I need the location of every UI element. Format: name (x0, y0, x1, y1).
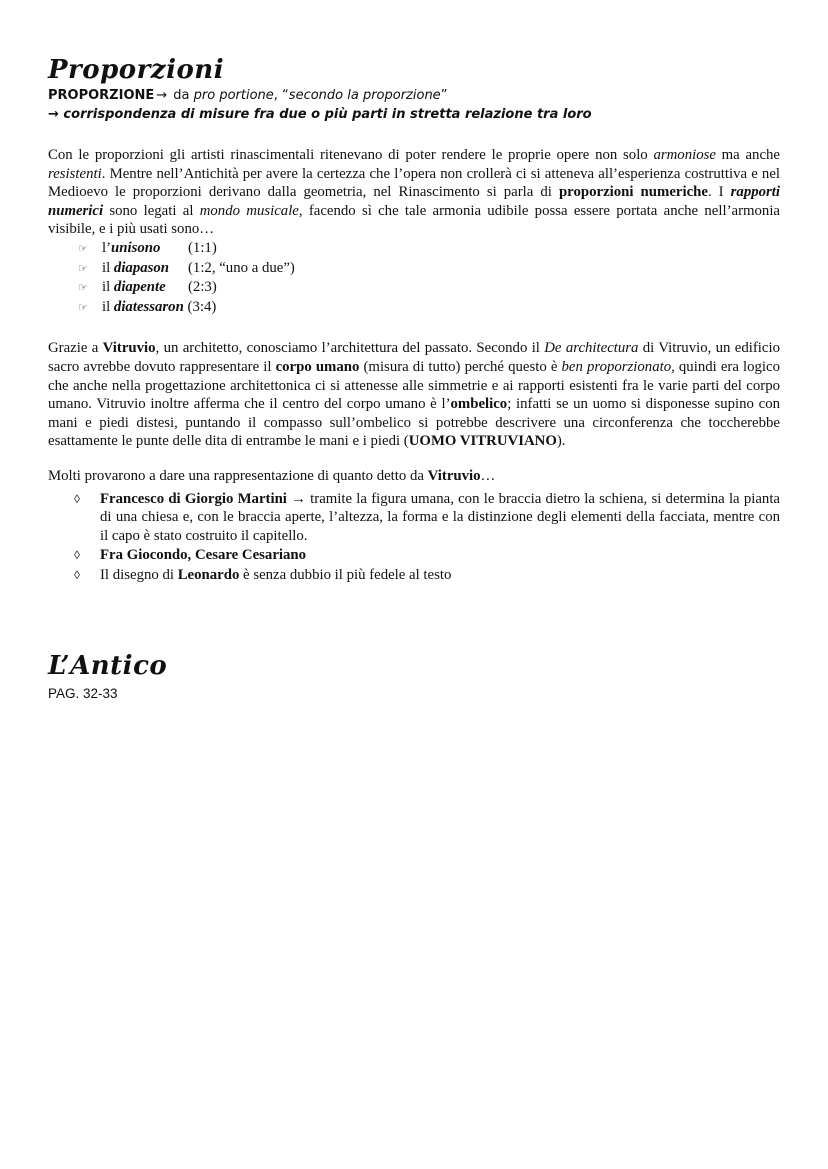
paragraph-proporzioni: Con le proporzioni gli artisti rinascimentali ritenevano di poter rendere le proprie opere non solo armoniose ma anche resistenti. Mentre nell’Antichità per avere la certezza che l’opera non crollerà ci si atteneva all’esperienza costruttiva e nel Medioevo le proporzioni derivano dalla geometria, nel Rinascimento si parla di proporzioni numeriche. I rapporti numerici sono legati al mondo musicale, facendo sì che tale armonia udibile possa essere portata anche nell’armonia visibile, e i più usati sono… (48, 147, 781, 238)
list-item: ☞ il diapason (1:2, “uno a due”) (78, 259, 780, 279)
pointing-hand-icon: ☞ (78, 301, 88, 314)
list-item: ☞ il diapente (2:3) (78, 278, 780, 298)
arrow-icon: → (48, 107, 59, 122)
pointing-hand-icon: ☞ (78, 242, 88, 255)
list-item: ☞ il diatessaron (3:4) (78, 298, 780, 318)
document-page (48, 54, 780, 701)
pointing-hand-icon: ☞ (78, 282, 88, 295)
representation-list (48, 490, 780, 585)
diamond-bullet-icon: ◊ (74, 491, 80, 506)
paragraph-vitruvio: Grazie a Vitruvio, un architetto, conosciamo l’architettura del passato. Secondo il De architectura di Vitruvio, un edificio sacro avrebbe dovuto rappresentare il corpo umano (misura di tutto) perché questo è ben proporzionato, quindi era logico che anche nella progettazione architettonica ci si attenesse alle simmetrie e ai rapporti esistenti fra le varie parti del corpo umano. Vitruvio inoltre afferma che il centro del corpo umano è l’ombelico; infatti se un uomo si disponesse supino con mani e piedi distesi, puntando il compasso sull’ombelico si potrebbe descrivere una circonferenza che toccherebbe esattamente le punte delle dita di entrambe le mani e i piedi (UOMO VITRUVIANO). (48, 340, 780, 450)
arrow-icon: → (156, 88, 168, 103)
definition-line-2: → corrispondenza di misure fra due o più parti in stretta relazione tra loro (48, 107, 592, 122)
page-reference: PAG. 32-33 (48, 686, 118, 702)
section-title-proporzioni: Proporzioni (48, 55, 225, 85)
paragraph-rappresentazioni: Molti provarono a dare una rappresentazione di quanto detto da Vitruvio… (48, 467, 496, 484)
definition-line-1: PROPORZIONE → da pro portione, “secondo la proporzione” (48, 88, 448, 103)
pointing-hand-icon: ☞ (78, 262, 88, 275)
diamond-bullet-icon: ◊ (74, 567, 80, 582)
diamond-bullet-icon: ◊ (74, 548, 80, 563)
list-item: ◊ Fra Giocondo, Cesare Cesariano (74, 547, 307, 564)
interval-list (48, 239, 780, 317)
section-title-antico: L’Antico (48, 651, 168, 682)
list-item: ◊ Il disegno di Leonardo è senza dubbio il più fedele al testo (74, 566, 452, 583)
list-item: ◊ Francesco di Giorgio Martini → tramite la figura umana, con le braccia dietro la schiena, si determina la pianta di una chiesa e, con le braccia aperte, l’altezza, la forma e la distinzione degli elementi della facciata, mentre con il capo è stato costruito il capitello. (74, 490, 780, 544)
definition-term: PROPORZIONE (48, 88, 155, 103)
list-item: ☞ l’unisono (1:1) (78, 239, 780, 259)
